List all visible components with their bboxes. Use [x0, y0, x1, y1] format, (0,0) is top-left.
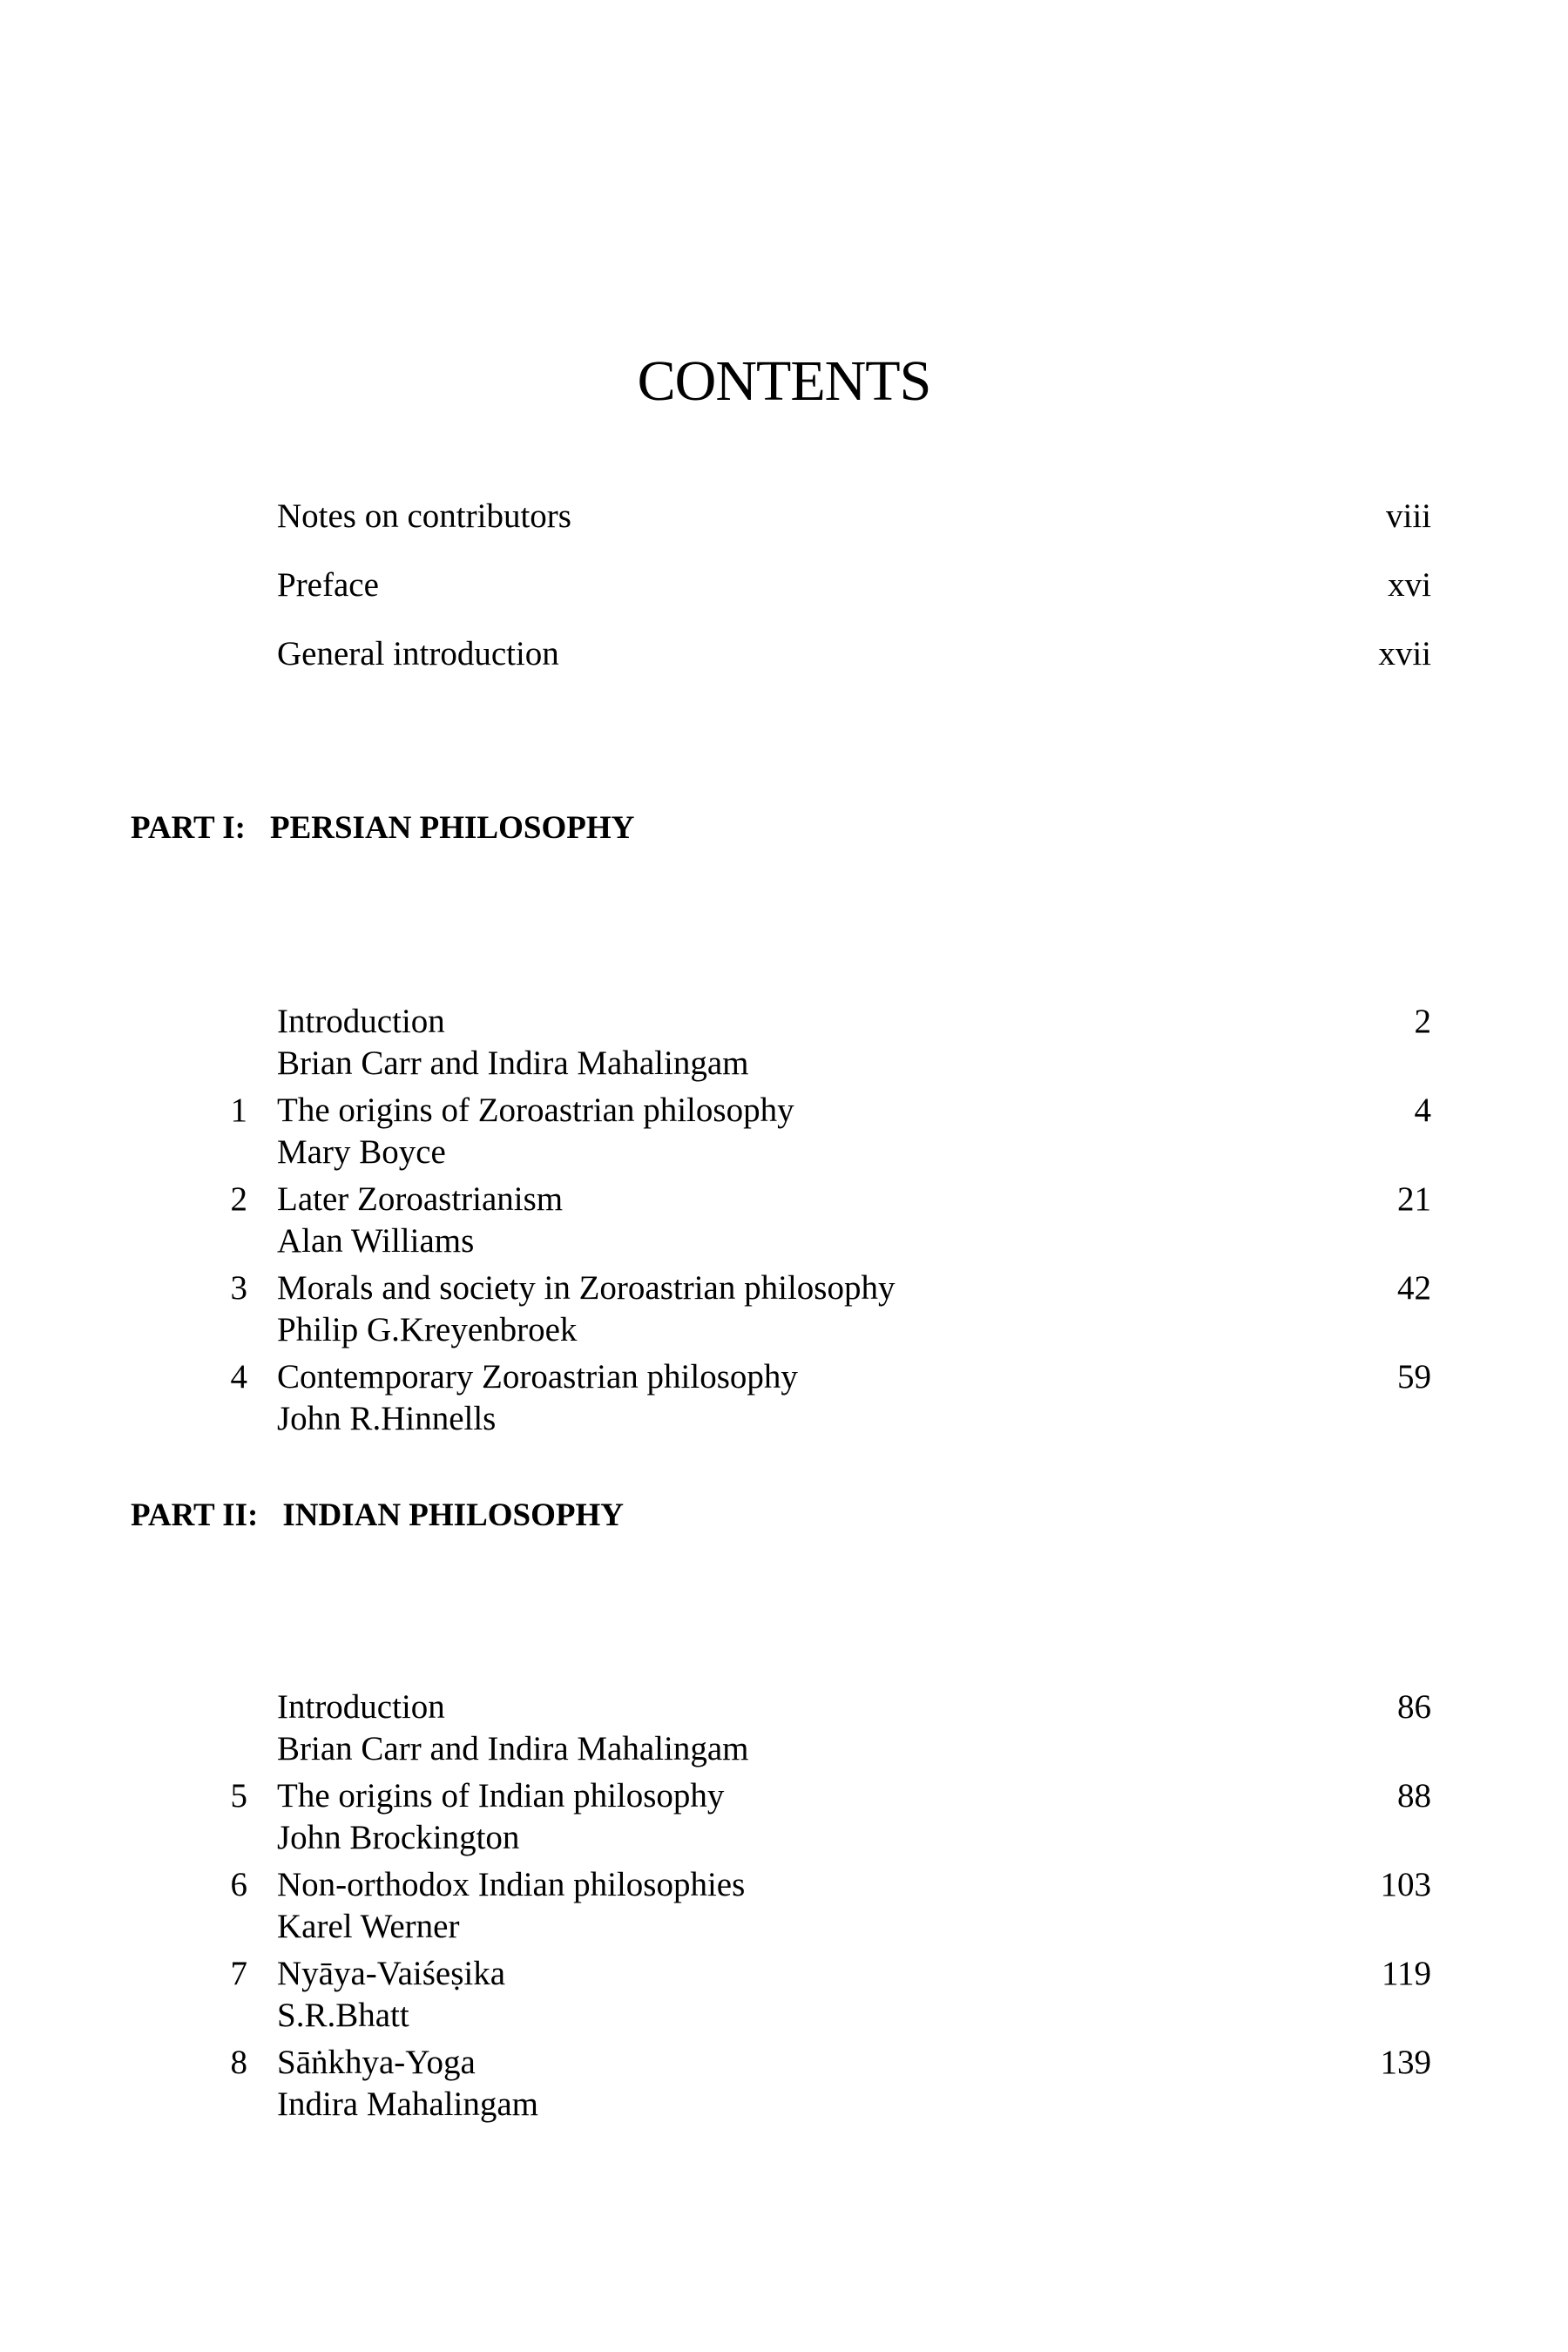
chapter-author: John Brockington [277, 1819, 520, 1856]
chapter-author: Philip G.Kreyenbroek [277, 1311, 578, 1348]
chapter-page: 4 [1414, 1092, 1431, 1129]
chapter-number: 8 [230, 2044, 247, 2081]
chapter-author: S.R.Bhatt [277, 1997, 409, 2034]
toc-entry-label: General introduction [277, 635, 559, 672]
chapter-page: 42 [1397, 1269, 1431, 1307]
toc-entry-notes-on-contributors[interactable] [277, 492, 1431, 541]
toc-entry[interactable] [200, 1178, 1431, 1265]
part-heading-indian-philosophy [131, 1493, 624, 1538]
part-label: PART II: [131, 1497, 259, 1533]
chapter-number: 3 [230, 1269, 247, 1307]
toc-entry-general-introduction[interactable] [277, 630, 1431, 679]
toc-entry[interactable] [200, 1355, 1431, 1443]
toc-entry[interactable] [200, 2041, 1431, 2128]
toc-entry[interactable] [200, 1267, 1431, 1354]
toc-entry[interactable] [200, 1774, 1431, 1862]
part-heading-persian-philosophy [131, 806, 634, 851]
chapter-title: Introduction [277, 1003, 445, 1040]
toc-entry[interactable] [200, 1863, 1431, 1950]
toc-entry[interactable] [200, 1686, 1431, 1773]
chapter-page: 88 [1397, 1777, 1431, 1815]
toc-entry-label: Preface [277, 566, 379, 604]
toc-entry[interactable] [200, 1952, 1431, 2039]
chapter-number: 6 [230, 1866, 247, 1903]
chapter-title: Nyāya-Vaiśeṣika [277, 1955, 506, 1992]
chapter-title: The origins of Zoroastrian philosophy [277, 1092, 794, 1129]
chapter-number: 7 [230, 1955, 247, 1992]
chapter-title: Sāṅkhya-Yoga [277, 2044, 476, 2081]
chapter-page: 21 [1397, 1180, 1431, 1218]
toc-entry[interactable] [200, 1000, 1431, 1087]
chapter-title: Later Zoroastrianism [277, 1180, 564, 1218]
chapter-title: The origins of Indian philosophy [277, 1777, 725, 1815]
toc-entry-preface[interactable] [277, 561, 1431, 610]
chapter-title: Non-orthodox Indian philosophies [277, 1866, 746, 1903]
part-label: PART I: [131, 810, 246, 846]
chapter-page: 139 [1380, 2044, 1431, 2081]
chapter-author: Brian Carr and Indira Mahalingam [277, 1730, 749, 1767]
toc-entry-page: xvii [1378, 635, 1431, 672]
chapter-author: Indira Mahalingam [277, 2085, 538, 2123]
chapter-page: 119 [1381, 1955, 1431, 1992]
chapter-title: Introduction [277, 1688, 445, 1726]
chapter-number: 5 [230, 1777, 247, 1815]
part-title: INDIAN PHILOSOPHY [282, 1497, 625, 1533]
chapter-title: Morals and society in Zoroastrian philosophy [277, 1269, 896, 1307]
toc-entry-page: xvi [1388, 566, 1431, 604]
chapter-author: John R.Hinnells [277, 1400, 497, 1437]
chapter-author: Mary Boyce [277, 1133, 446, 1171]
chapter-page: 86 [1397, 1688, 1431, 1726]
toc-entry[interactable] [200, 1089, 1431, 1176]
chapter-page: 103 [1380, 1866, 1431, 1903]
chapter-title: Contemporary Zoroastrian philosophy [277, 1358, 798, 1396]
chapter-page: 59 [1397, 1358, 1431, 1396]
chapter-page: 2 [1414, 1003, 1431, 1040]
chapter-number: 1 [230, 1092, 247, 1129]
chapter-author: Brian Carr and Indira Mahalingam [277, 1044, 749, 1082]
toc-entry-label: Notes on contributors [277, 497, 571, 535]
chapter-number: 2 [230, 1180, 247, 1218]
chapter-number: 4 [230, 1358, 247, 1396]
part-title: PERSIAN PHILOSOPHY [269, 810, 635, 846]
page-title: CONTENTS [637, 349, 931, 413]
toc-entry-page: viii [1385, 497, 1431, 535]
chapter-author: Alan Williams [277, 1222, 475, 1260]
chapter-author: Karel Werner [277, 1908, 460, 1945]
